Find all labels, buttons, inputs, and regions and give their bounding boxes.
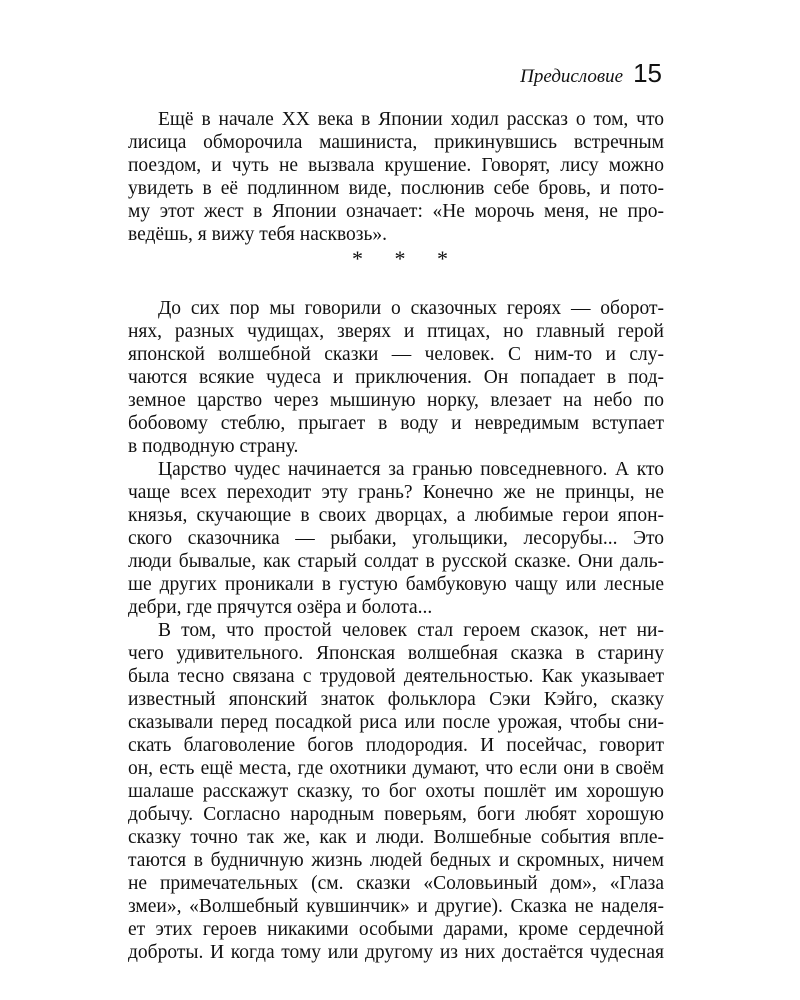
text-line: му этот жест в Японии означает: «Не морочь меня, не про- <box>128 201 664 222</box>
text-line: была тесно связана с трудовой деятельностью. Как указывает <box>128 666 664 687</box>
text-line: японской волшебной сказки — человек. С ним-то и слу- <box>128 344 664 365</box>
text-line: сказку точно так же, как и люди. Волшебные события впле- <box>128 827 664 848</box>
text-line: чего удивительного. Японская волшебная сказка в старину <box>128 643 664 664</box>
running-head <box>100 58 662 94</box>
text-line: чаще всех переходит эту грань? Конечно же не принцы, не <box>128 482 664 503</box>
text-line: чаются всякие чудеса и приключения. Он попадает в под- <box>128 367 664 388</box>
text-line: змеи», «Волшебный кувшинчик» и другие). Сказка не наделя- <box>128 896 664 917</box>
text-line: Ещё в начале XX века в Японии ходил рассказ о том, что <box>158 109 664 130</box>
text-line: нях, разных чудищах, зверях и птицах, но главный герой <box>128 321 664 342</box>
text-line: ет этих героев никакими особыми дарами, кроме сердечной <box>128 919 664 940</box>
text-line: таются в будничную жизнь людей бедных и скромных, ничем <box>128 850 664 871</box>
section-separator: * * * <box>352 246 448 271</box>
text-line: в подводную страну. <box>128 436 299 457</box>
text-line: ше других проникали в густую бамбуковую чащу или лесные <box>128 574 664 595</box>
text-line: князья, скучающие в своих дворцах, а любимые герои япон- <box>128 505 664 526</box>
text-line: сказывали перед посадкой риса или после урожая, чтобы сни- <box>128 712 664 733</box>
paragraph <box>128 297 664 458</box>
text-line: Царство чудес начинается за гранью повседневного. А кто <box>158 459 664 480</box>
text-block-main <box>128 297 664 964</box>
text-line: дебри, где прячутся озёра и болота... <box>128 597 433 618</box>
text-line: известный японский знаток фольклора Сэки Кэйго, сказку <box>128 689 664 710</box>
text-line: добычу. Согласно народным поверьям, боги любят хорошую <box>128 804 664 825</box>
text-line: доброты. И когда тому или другому из них достаётся чудесная <box>128 942 664 963</box>
text-line: В том, что простой человек стал героем сказок, нет ни- <box>158 620 664 641</box>
text-line: шалаше расскажут сказку, то бог охоты пошлёт им хорошую <box>128 781 664 802</box>
page-number: 15 <box>633 58 662 88</box>
text-line: не примечательных (см. сказки «Соловьиный дом», «Глаза <box>128 873 664 894</box>
text-line: скать благоволение богов плодородия. И посейчас, говорит <box>128 735 664 756</box>
text-line: он, есть ещё места, где охотники думают, что если они в своём <box>128 758 664 779</box>
text-line: ского сказочника — рыбаки, угольщики, лесорубы... Это <box>128 528 664 549</box>
text-line: поездом, и чуть не вызвала крушение. Говорят, лису можно <box>128 155 664 176</box>
section-title: Предисловие <box>520 66 624 87</box>
paragraph <box>128 108 664 246</box>
text-line: земное царство через мышиную норку, влезает на небо по <box>128 390 664 411</box>
text-line: лисица обморочила машиниста, прикинувшись встречным <box>128 132 664 153</box>
text-line: увидеть в её подлинном виде, послюнив себе бровь, и пото- <box>128 178 664 199</box>
text-line: ведёшь, я вижу тебя насквозь». <box>128 224 388 245</box>
text-block-top <box>128 108 664 246</box>
text-line: люди бывалые, как старый солдат в русской сказке. Они даль- <box>128 551 664 572</box>
text-line: бобовому стеблю, прыгает в воду и невредимым вступает <box>128 413 664 434</box>
paragraph <box>128 458 664 619</box>
paragraph <box>128 619 664 964</box>
text-line: До сих пор мы говорили о сказочных героях — оборот- <box>158 298 664 319</box>
